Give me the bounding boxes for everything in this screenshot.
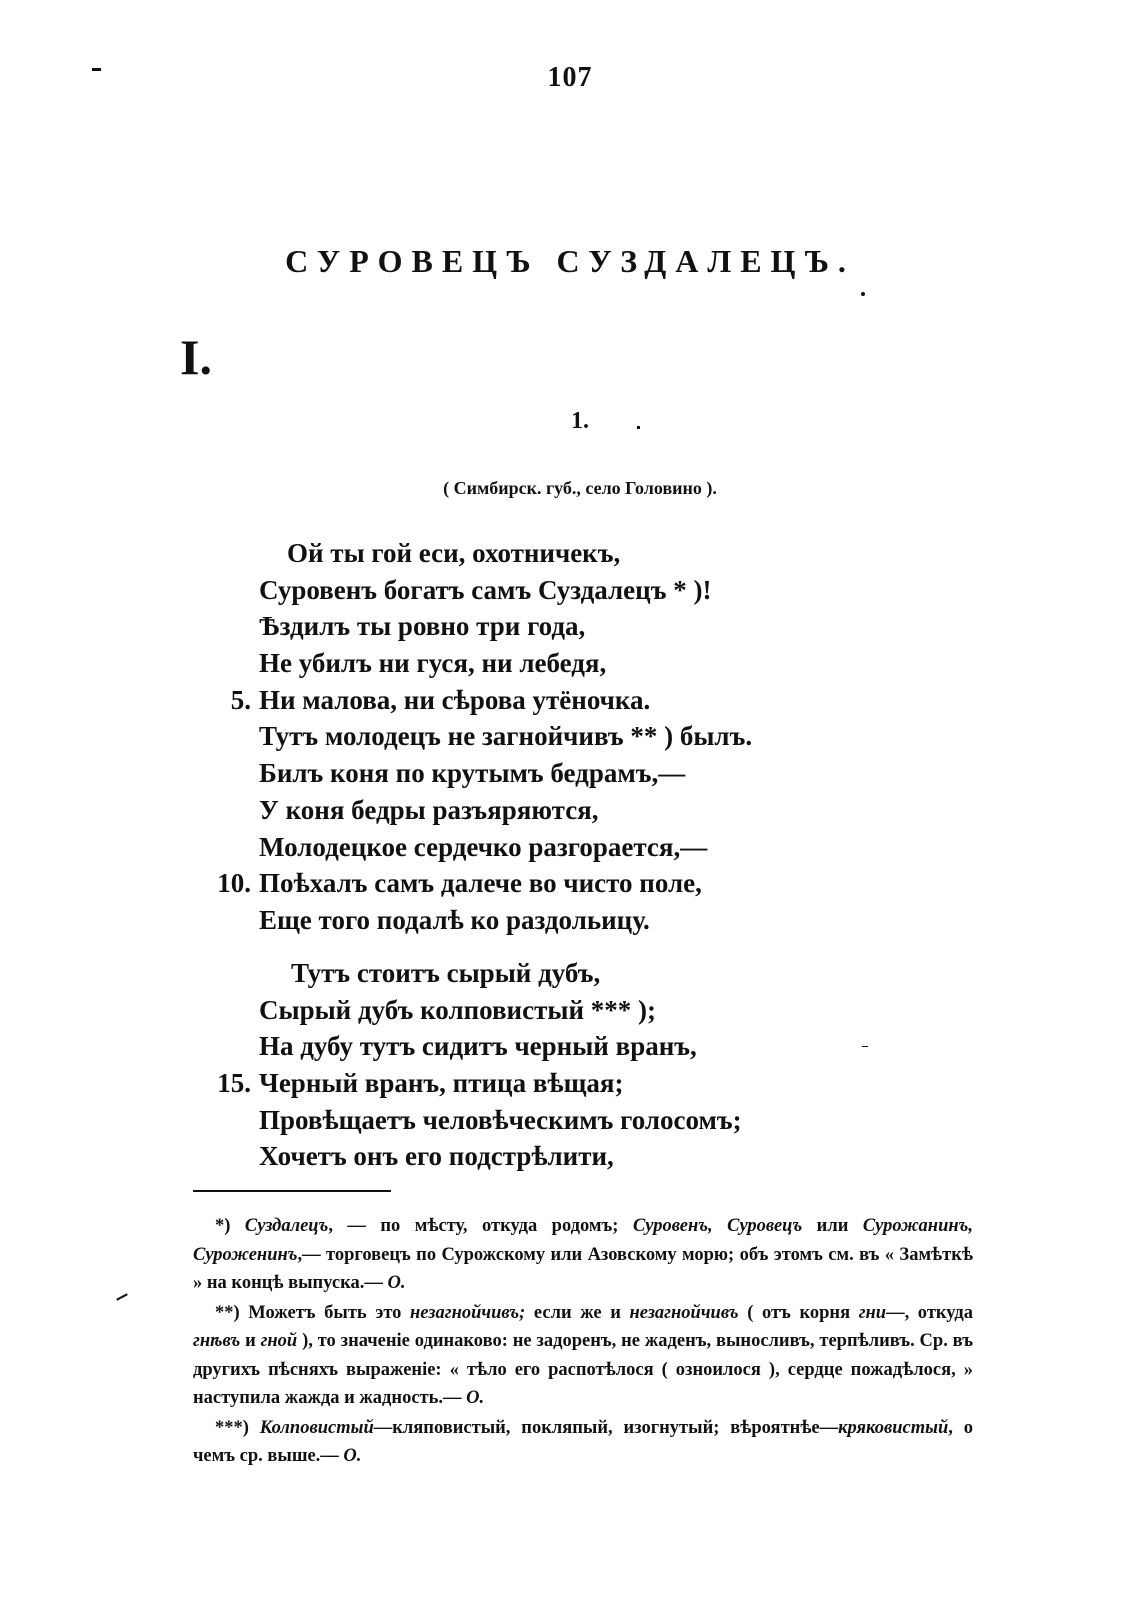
footnote-text: , о чемъ ср. выше.— [193,1417,974,1466]
line-number: 15. [217,1068,251,1099]
verse-text: Не убилъ ни гуся, ни лебедя, [259,648,607,679]
footnote-text: гнѣвъ [193,1331,241,1351]
verse-text: У коня бедры разъяряются, [259,794,599,825]
line-number: 5. [230,684,251,715]
footnote-text: ), то значеніе одинаково: не задоренъ, не жаденъ, выносливъ, терпѣливъ. Ср. въ другихъ пѣсняхъ выраженіе: « тѣло его распотѣлося ( озноилося ), сердце пожадѣлося, » наступила жажда и жадность.— [193,1331,973,1408]
footnote-2 [193,1299,973,1413]
footnote-mark: **) [215,1302,240,1323]
footnote-text: —кляповистый, покляпый, изогнутый; вѣроятнѣе— [373,1417,839,1438]
footnote-text: ,— торговецъ по Сурожскому или Азовскому морю; объ этомъ см. въ « Замѣткѣ » на концѣ выпуска.— [193,1244,973,1293]
verse-text: Еще того подалѣ ко раздольицу. [259,904,650,935]
footnote-text: если же и [525,1302,630,1323]
verse-text: Ни малова, ни сѣрова утёночка. [259,684,651,715]
footnote-text: Колповистый [259,1417,374,1438]
verse-text: Ой ты гой еси, охотничекъ, [287,538,621,568]
source-note: ( Симбирск. губ., село Головино ). [443,478,717,498]
footnote-text: незагнойчивъ; [410,1302,526,1323]
footnote-text: Можетъ быть это [248,1302,411,1323]
footnote-1 [193,1212,973,1298]
footnote-text: и [240,1331,261,1351]
footnote-text: незагнойчивъ [629,1302,739,1323]
footnote-author: О. [466,1388,485,1408]
verse-text: Провѣщаетъ человѣческимъ голосомъ; [259,1104,742,1135]
verse-text: Поѣхалъ самъ далече во чисто поле, [259,868,702,899]
verse-text: Тутъ стоитъ сырый дубъ, [291,958,601,988]
footnote-mark: *) [215,1216,231,1236]
verse-text: Тутъ молодецъ не загнойчивъ ** ) былъ. [259,721,753,752]
footnote-author: О. [343,1446,362,1466]
scan-speck [116,1293,128,1300]
footnote-rule [193,1190,391,1192]
footnote-mark: ***) [215,1417,249,1438]
scan-speck [861,292,865,296]
verse-text: Черный вранъ, птица вѣщая; [259,1068,624,1099]
page-number: 107 [547,62,593,93]
verse-text: Хочетъ онъ его подстрѣлити, [259,1141,614,1172]
chapter-title: СУРОВЕЦЪ СУЗДАЛЕЦЪ. [285,243,855,279]
footnote-text: Сурожанинъ, Суроженинъ [193,1216,974,1265]
footnote-text: , — по мѣсту, откуда родомъ; [328,1216,633,1236]
footnote-text: или [802,1216,863,1236]
poem-number: 1. [571,408,589,434]
line-number: 10. [217,868,251,899]
footnote-text: кряковистый [838,1417,949,1438]
verse-text: Молодецкое сердечко разгорается,— [259,831,708,862]
verse-text: Ѣздилъ ты ровно три года, [259,611,586,642]
verse-text: Суровенъ богатъ самъ Суздалецъ * )! [259,574,712,605]
footnote-text: гной [260,1331,298,1351]
footnote-text: Суздалецъ [244,1216,329,1236]
footnotes [193,1212,973,1472]
footnote-text: гни [858,1302,887,1323]
footnote-3 [193,1414,973,1471]
footnote-author: О. [387,1273,406,1293]
footnote-text: —, откуда [886,1302,973,1323]
scan-speck [92,68,101,71]
section-mark: I. [180,329,212,385]
scan-speck [637,426,640,429]
footnote-text: ( отъ корня [738,1302,859,1323]
scan-speck [862,1046,868,1047]
verse-text: Билъ коня по крутымъ бедрамъ,— [259,758,686,789]
footnote-text: Суровенъ, Суровецъ [632,1216,803,1236]
verse-text: На дубу тутъ сидитъ черный вранъ, [259,1031,697,1062]
verse-text: Сырый дубъ колповистый *** ); [259,994,656,1025]
